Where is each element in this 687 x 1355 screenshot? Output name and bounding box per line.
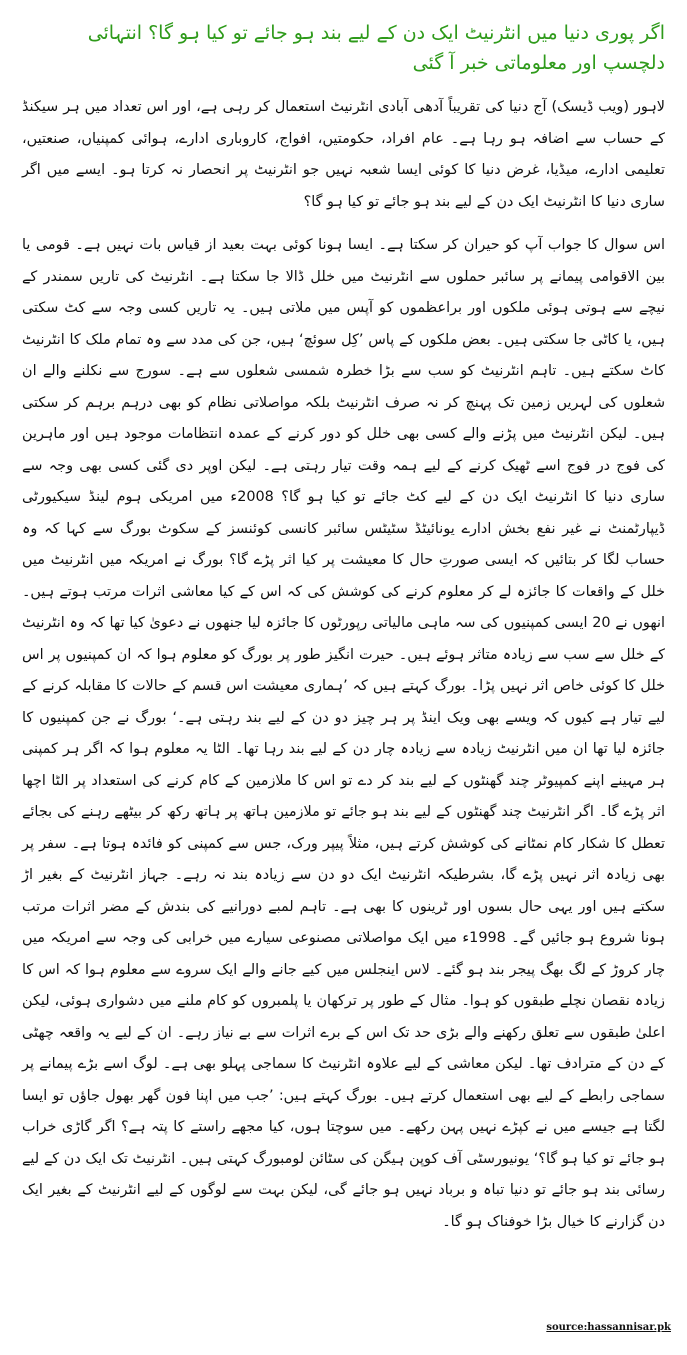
article-paragraph-body: اس سوال کا جواب آپ کو حیران کر سکتا ہے۔ ایسا ہونا کوئی بہت بعید از قیاس بات نہیں ہے۔ قومی یا بین الاقوامی پیمانے پر سائبر حملوں سے انٹرنیٹ میں خلل ڈالا جا سکتا ہے۔ انٹرنیٹ کی تاریں سمندر کے نیچے سے ہوتی ہوئی ملکوں اور براعظموں کو آپس میں ملاتی ہیں۔ یہ تاریں کسی وجہ سے کٹ سکتی ہیں، یا کاٹی جا سکتی ہیں۔ بعض ملکوں کے پاس ’کِل سوئچ‘ ہیں، جن کی مدد سے وہ تمام ملک کا انٹرنیٹ کاٹ سکتے ہیں۔ تاہم انٹرنیٹ کو سب سے بڑا خطرہ شمسی شعلوں سے ہے۔ سورج سے نکلنے والے ان شعلوں کی لہریں زمین تک پہنچ کر نہ صرف انٹرنیٹ بلکہ مواصلاتی نظام کو بھی درہم برہم کر سکتی ہیں۔ لیکن انٹرنیٹ میں پڑنے والے کسی بھی خلل کو دور کرنے کے عمدہ انتظامات موجود ہیں اور ماہرین کی فوج در فوج اسے ٹھیک کرنے کے لیے ہمہ وقت تیار رہتی ہے۔ لیکن اوپر دی گئی کسی بھی وجہ سے ساری دنیا کا انٹرنیٹ ایک دن کے لیے کٹ جائے تو کیا ہو گا؟ 2008ء میں امریکی ہوم لینڈ سیکیورٹی ڈیپارٹمنٹ نے غیر نفع بخش ادارے یونائیٹڈ سٹیٹس سائبر کانسی کوئنسز کے سکوٹ بورگ سے کہا کہ وہ حساب لگا کر بتائیں کہ ایسی صورتِ حال کا معیشت پر کیا اثر پڑے گا؟ بورگ نے امریکہ میں انٹرنیٹ میں خلل کے واقعات کا جائزہ لے کر معلوم کرنے کی کوشش کی کہ اس کے کیا معاشی اثرات مرتب ہوتے ہیں۔ انھوں نے 20 ایسی کمپنیوں کی سہ ماہی مالیاتی رپورٹوں کا جائزہ لیا جنھوں نے دعویٰ کیا تھا کہ وہ انٹرنیٹ کے خلل سے سب سے زیادہ متاثر ہوئے ہیں۔ حیرت انگیز طور پر بورگ کو معلوم ہوا کہ ان کمپنیوں پر اس خلل کا کوئی خاص اثر نہیں پڑا۔ بورگ کہتے ہیں کہ ’ہماری معیشت اس قسم کے حالات کا مقابلہ کرنے کے لیے تیار ہے کیوں کہ ویسے بھی ویک اینڈ پر ہر چیز دو دن کے لیے بند رہتی ہے۔‘ بورگ نے جن کمپنیوں کا جائزہ لیا تھا ان میں انٹرنیٹ زیادہ سے زیادہ چار دن کے لیے بند رہا تھا۔ الٹا یہ معلوم ہوا کہ اگر ہر کمپنی ہر مہینے اپنے کمپیوٹر چند گھنٹوں کے لیے بند کر دے تو اس کا ملازمین کے کام کرنے کی استعداد پر الٹا اچھا اثر پڑے گا۔ اگر انٹرنیٹ چند گھنٹوں کے لیے بند ہو جائے تو ملازمین ہاتھ پر ہاتھ رکھ کر بیٹھے رہنے کی بجائے تعطل کا شکار کام نمٹانے کی کوشش کرتے ہیں، مثلاً پیپر ورک، جس سے کمپنی کو فائدہ ہوتا ہے۔ سفر پر بھی زیادہ اثر نہیں پڑے گا، بشرطیکہ انٹرنیٹ ایک دو دن سے زیادہ بند نہ رہے۔ جہاز انٹرنیٹ کے بغیر اڑ سکتے ہیں اور یہی حال بسوں اور ٹرینوں کا بھی ہے۔ تاہم لمبے دورانیے کی بندش کے مضر اثرات مرتب ہونا شروع ہو جائیں گے۔ 1998ء میں ایک مواصلاتی مصنوعی سیارے میں خرابی کی وجہ سے امریکہ میں چار کروڑ کے لگ بھگ پیجر بند ہو گئے۔ لاس اینجلس میں کیے جانے والے ایک سروے سے معلوم ہوا کہ اس کا زیادہ نقصان نچلے طبقوں کو ہوا۔ مثال کے طور پر ترکھان یا پلمبروں کو کام ملنے میں دشواری ہوئی، لیکن اعلیٰ طبقوں سے تعلق رکھنے والے بڑی حد تک اس کے برے اثرات سے بے نیاز رہے۔ ان کے لیے یہ واقعہ چھٹی کے دن کے مترادف تھا۔ لیکن معاشی کے لیے علاوہ انٹرنیٹ کا سماجی پہلو بھی ہے۔ لوگ اسے بڑے پیمانے پر سماجی رابطے کے لیے بھی استعمال کرتے ہیں۔ بورگ کہتے ہیں: ’جب میں اپنا فون گھر بھول جاؤں تو ایسا لگتا ہے جیسے میں نے کپڑے نہیں پہن رکھے۔ میں سوچتا ہوں، کیا مجھے راستے کا پتہ ہے؟ اگر گاڑی خراب ہو جائے تو کیا ہو گا؟‘ یونیورسٹی آف کوپن ہیگن کی سٹائن لومبورگ کہتی ہیں۔ انٹرنیٹ تک ایک دن کے لیے رسائی بند ہو جائے تو دنیا تباہ و برباد نہیں ہو جائے گی، لیکن بہت سے لوگوں کے لیے انٹرنیٹ کے بغیر ایک دن گزارنے کا خیال بڑا خوفناک ہو گا۔ (22, 237, 665, 1230)
article-headline: اگر پوری دنیا میں انٹرنیٹ ایک دن کے لیے بند ہو جائے تو کیا ہو گا؟ انتہائی دلچسپ اور معلوماتی خبر آ گئی (87, 22, 665, 74)
article-paragraph-intro: لاہور (ویب ڈیسک) آج دنیا کی تقریباً آدھی آبادی انٹرنیٹ استعمال کر رہی ہے، اور اس تعداد میں ہر سیکنڈ کے حساب سے اضافہ ہو رہا ہے۔ عام افراد، حکومتیں، افواج، کاروباری ادارے، ہوائی کمپنیاں، صنعتیں، تعلیمی ادارے، میڈیا، غرض دنیا کا کوئی ایسا شعبہ نہیں جو انٹرنیٹ پر انحصار نہ کرتا ہو۔ ایسے میں اگر ساری دنیا کا انٹرنیٹ ایک دن کے لیے بند ہو جائے تو کیا ہو گا؟ (22, 99, 665, 210)
source-credit: source:hassannisar.pk (546, 1322, 671, 1333)
